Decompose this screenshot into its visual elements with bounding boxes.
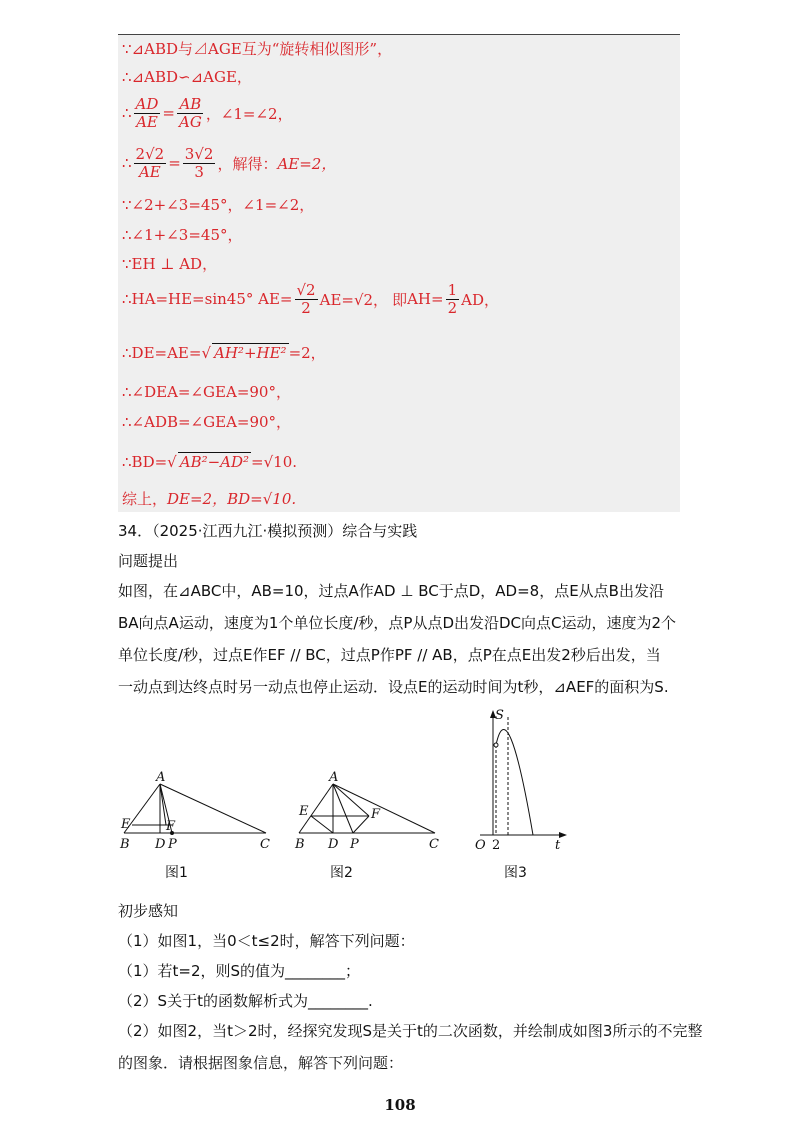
label-s: S (495, 708, 504, 723)
label-b: B (295, 837, 305, 852)
question-1a: （1）若t=2，则S的值为________； (118, 962, 361, 980)
sol-line-9: ∴DE=AE= √ AH²+HE² =2， (122, 343, 326, 362)
label-2: 2 (492, 838, 501, 853)
label-d: D (328, 837, 339, 852)
label-e: E (121, 817, 131, 832)
label-d: D (155, 837, 166, 852)
figure-3 (465, 705, 575, 855)
sol-line-7: ∵EH ⊥ AD， (122, 255, 218, 273)
section-heading: 初步感知 (118, 902, 179, 920)
sol-line-13: 综上， DE=2，BD=√10. (122, 490, 297, 508)
fraction: $\frac{√2}{2}$ (296, 281, 316, 317)
label-e: E (299, 804, 309, 819)
fraction: $\frac{AB}{AG}$ (178, 95, 202, 131)
figure-2-caption: 图2 (330, 865, 353, 881)
sol-line-3: ∴ $\frac{AD}{AE}$ = $\frac{AB}{AG}$ ，∠1=∠2， (122, 95, 293, 131)
figure-1 (110, 770, 280, 855)
sol-line-10: ∴∠DEA=∠GEA=90°， (122, 383, 291, 401)
label-t: t (555, 838, 561, 853)
sol-line-11: ∴∠ADB=∠GEA=90°， (122, 413, 292, 431)
question-2: （2）如图2，当t＞2时，经探究发现S是关于t的二次函数，并绘制成如图3所示的不完整 (118, 1022, 703, 1040)
figure-2 (285, 770, 455, 855)
question-2-cont: 的图象．请根据图象信息，解答下列问题： (118, 1054, 404, 1072)
figure-1-caption: 图1 (165, 865, 188, 881)
problem-paragraph: BA向点A运动，速度为1个单位长度/秒，点P从点D出发沿DC向点C运动，速度为2个 (118, 614, 677, 632)
fraction: $\frac{AD}{AE}$ (135, 95, 159, 131)
sol-line-8: ∴HA=HE=sin45° AE= $\frac{√2}{2}$ AE=√2， 即 AH= $\frac{1}{2}$ AD， (122, 281, 499, 317)
label-f: F (371, 807, 381, 822)
section-heading: 问题提出 (118, 552, 179, 570)
label-c: C (260, 837, 270, 852)
fraction: $\frac{1}{2}$ (447, 281, 458, 317)
label-a: A (156, 770, 166, 785)
fraction: $\frac{2√2}{AE}$ (135, 145, 165, 181)
label-o: O (475, 838, 486, 853)
sol-line-4: ∴ $\frac{2√2}{AE}$ = $\frac{3√2}{3}$ ，解得： AE=2， (122, 145, 337, 181)
problem-header: 34．（2025·江西九江·模拟预测）综合与实践 (118, 522, 418, 540)
fraction: $\frac{3√2}{3}$ (184, 145, 214, 181)
figure-3-caption: 图3 (504, 865, 527, 881)
solution-top-rule (118, 34, 680, 35)
sol-line-6: ∴∠1+∠3=45°， (122, 226, 243, 244)
sol-line-1: ∵⊿ABD与⊿AGE互为“旋转相似图形”， (122, 40, 393, 58)
page-number: 108 (384, 1096, 416, 1114)
problem-paragraph: 如图，在⊿ABC中，AB=10，过点A作AD ⊥ BC于点D，AD=8，点E从点B出发沿 (118, 582, 664, 600)
label-a: A (329, 770, 339, 785)
problem-paragraph: 单位长度/秒，过点E作EF // BC，过点P作PF // AB，点P在点E出发2秒后出发，当 (118, 646, 661, 664)
question-1b: （2）S关于t的函数解析式为________. (118, 992, 373, 1010)
label-f: F (166, 819, 176, 834)
question-1: （1）如图1，当0＜t≤2时，解答下列问题： (118, 932, 415, 950)
label-p: P (350, 837, 359, 852)
sol-line-5: ∵∠2+∠3=45°，∠1=∠2， (122, 196, 315, 214)
problem-paragraph: 一动点到达终点时另一动点也停止运动．设点E的运动时间为t秒，⊿AEF的面积为S. (118, 678, 669, 696)
label-p: P (168, 837, 177, 852)
sol-line-2: ∴⊿ABD∽⊿AGE， (122, 68, 252, 86)
label-b: B (120, 837, 130, 852)
sol-line-12: ∴BD= √ AB²−AD² =√10. (122, 452, 298, 471)
label-c: C (429, 837, 439, 852)
